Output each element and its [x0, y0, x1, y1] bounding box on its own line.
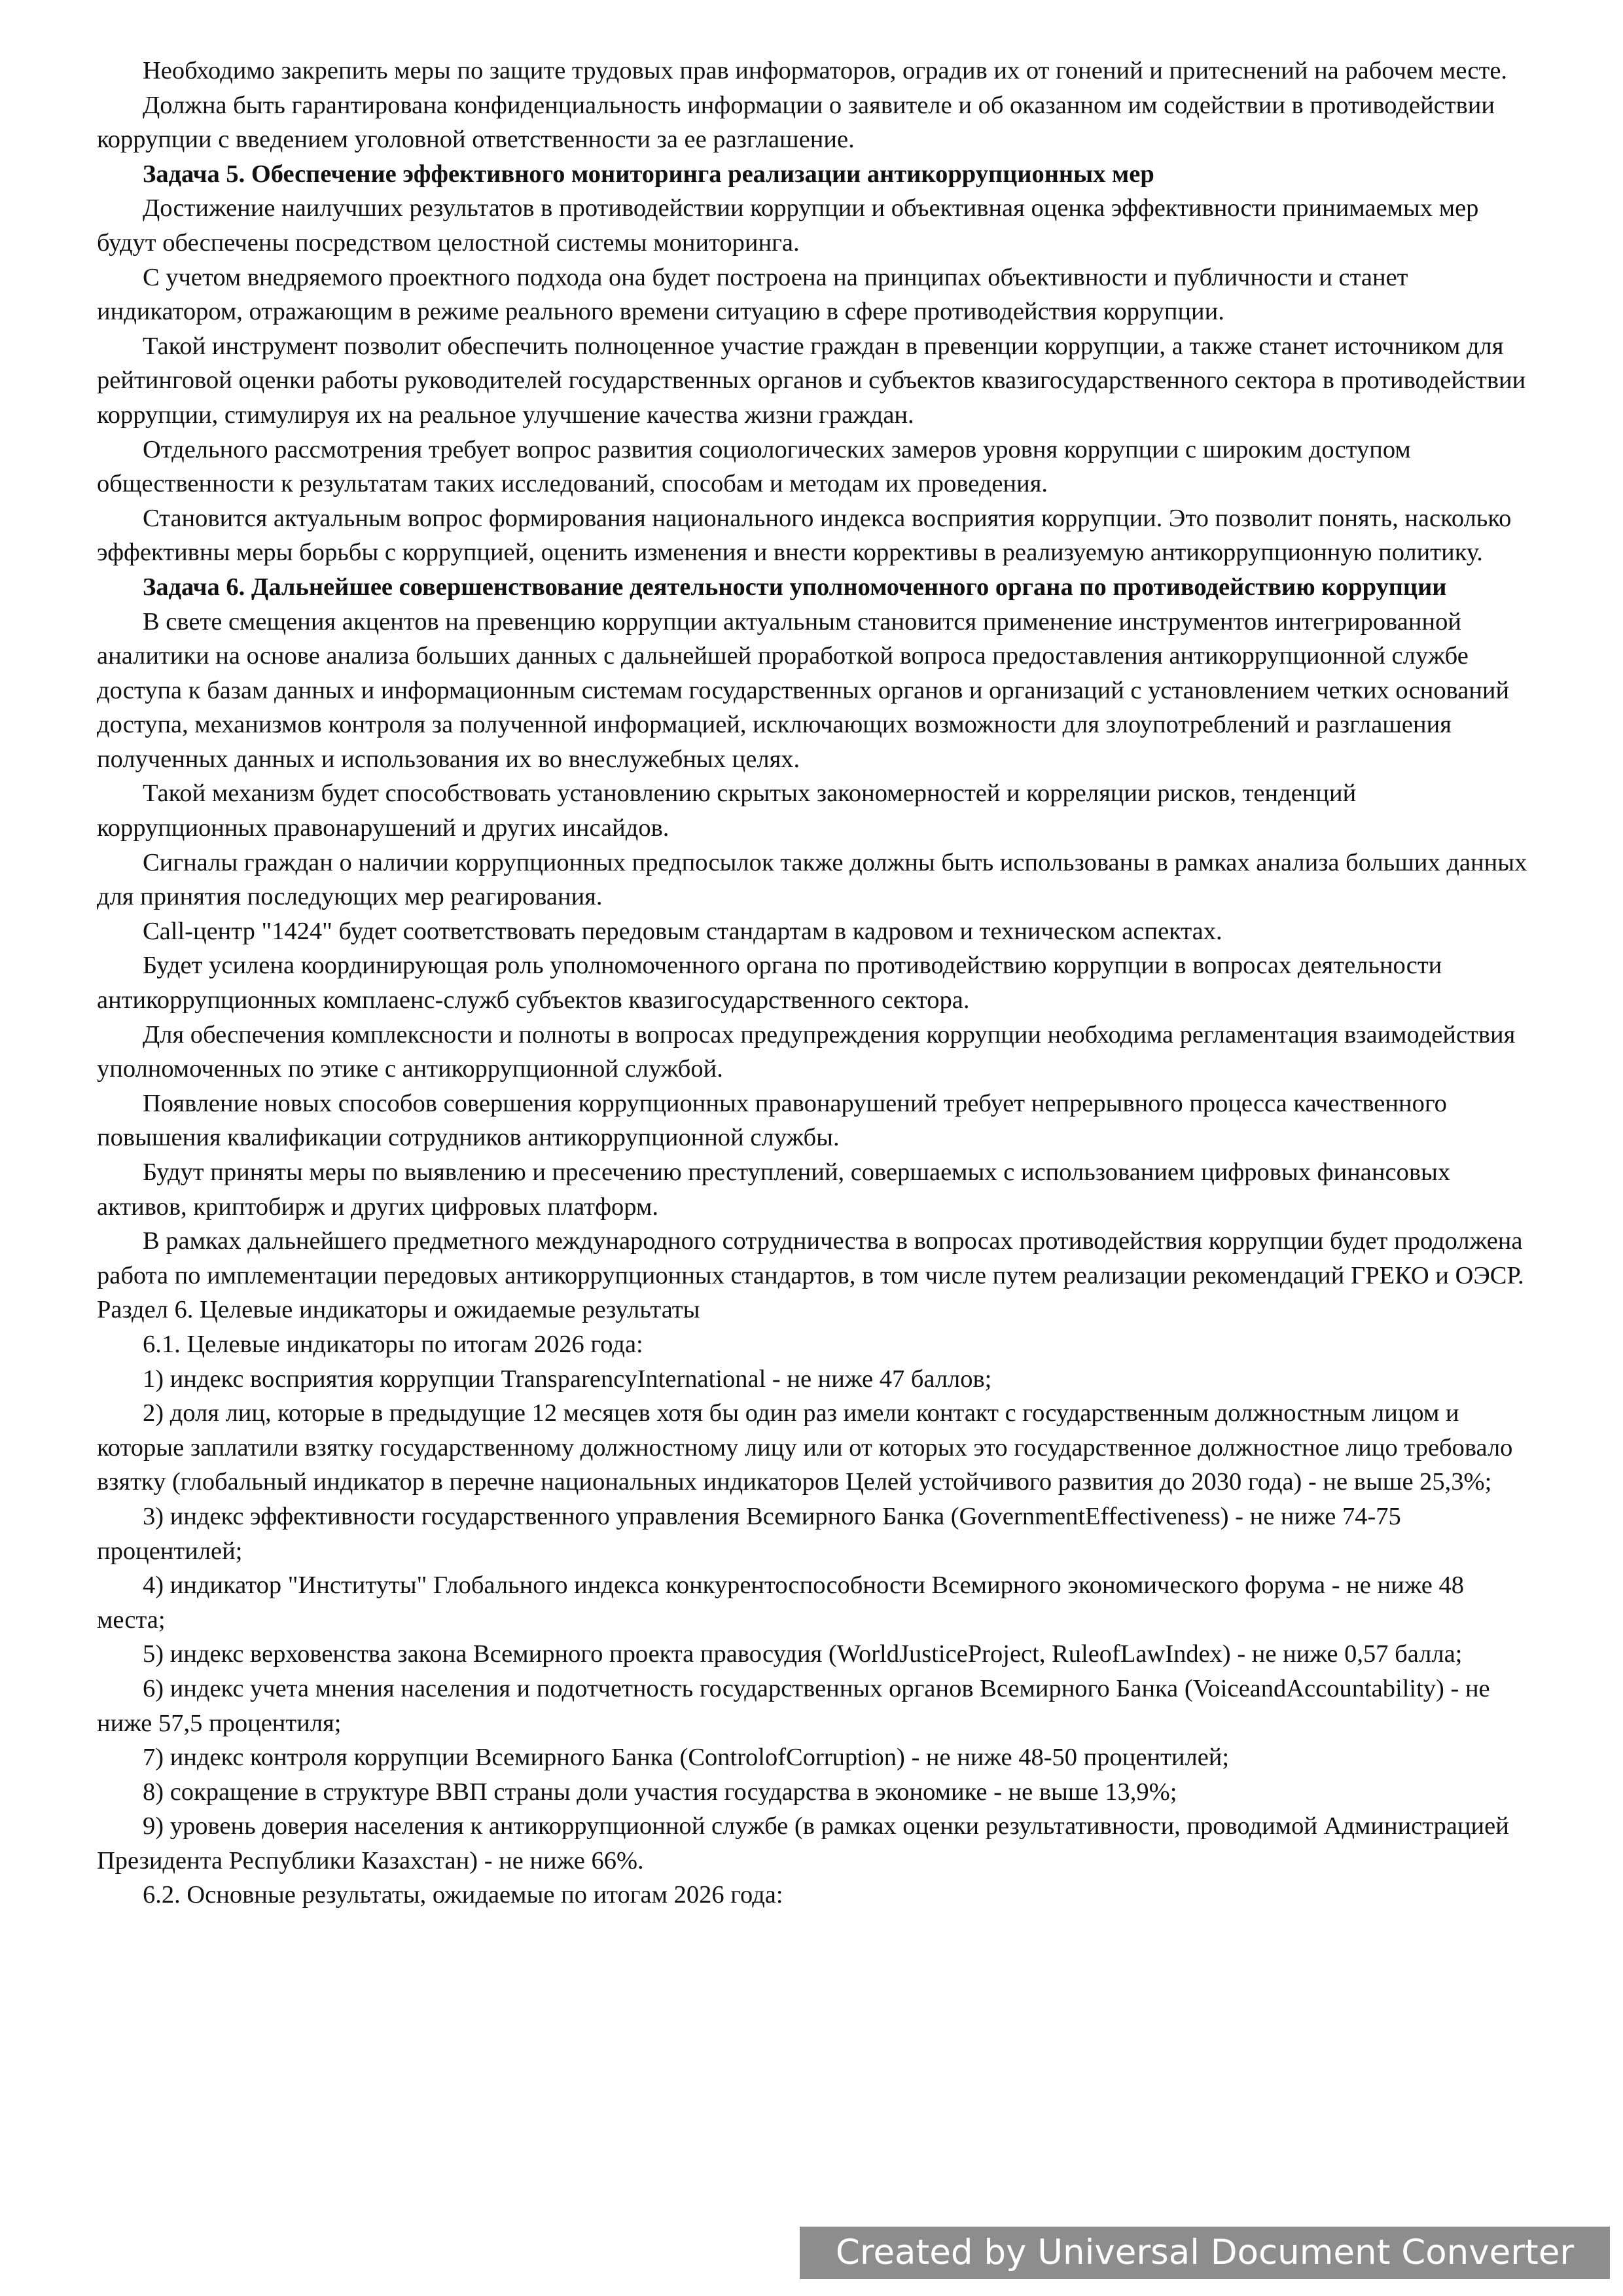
document-body [97, 54, 1530, 1912]
paragraph: В свете смещения акцентов на превенцию коррупции актуальным становится применение инструментов интегрированной аналитики на основе анализа больших данных с дальнейшей проработкой вопроса предоставления антикоррупционной службе доступа к базам данных и информационным системам государственных органов и организаций с установлением четких оснований доступа, механизмов контроля за полученной информацией, исключающих возможности для злоупотреблений и разглашения полученных данных и использования их во внеслужебных целях. [97, 607, 1510, 773]
paragraph: 3) индекс эффективности государственного управления Всемирного Банка (GovernmentEffectiveness) - не ниже 74-75 процентилей; [97, 1502, 1401, 1565]
paragraph: 6.2. Основные результаты, ожидаемые по итогам 2026 года: [143, 1881, 783, 1909]
paragraph: Становится актуальным вопрос формирования национального индекса восприятия коррупции. Это позволит понять, насколько эффективны меры борьбы с коррупцией, оценить изменения и внести коррективы в реализуемую антикоррупционную политику. [97, 504, 1512, 567]
paragraph: Для обеспечения комплексности и полноты в вопросах предупреждения коррупции необходима регламентация взаимодействия уполномоченных по этике с антикоррупционной службой. [97, 1020, 1516, 1083]
section-heading: Задача 6. Дальнейшее совершенствование деятельности уполномоченного органа по противодействию коррупции [143, 573, 1447, 601]
paragraph: Будет усилена координирующая роль уполномоченного органа по противодействию коррупции в вопросах деятельности антикоррупционных комплаенс-служб субъектов квазигосударственного сектора. [97, 952, 1442, 1014]
paragraph: 7) индекс контроля коррупции Всемирного Банка (ControlofCorruption) - не ниже 48-50 процентилей; [143, 1744, 1230, 1772]
paragraph: В рамках дальнейшего предметного международного сотрудничества в вопросах противодействия коррупции будет продолжена работа по имплементации передовых антикоррупционных стандартов, в том числе путем реализации рекомендаций ГРЕКО и ОЭСР. [97, 1227, 1524, 1289]
paragraph: 2) доля лиц, которые в предыдущие 12 месяцев хотя бы один раз имели контакт с государственным должностным лицом и которые заплатили взятку государственному должностному лицу или от которых это государственное должностное лицо требовало взятку (глобальный индикатор в перечне национальных индикаторов Целей устойчивого развития до 2030 года) - не выше 25,3%; [97, 1399, 1513, 1496]
watermark-banner: Created by Universal Document Converter [800, 2227, 1610, 2279]
paragraph: 6.1. Целевые индикаторы по итогам 2026 года: [143, 1330, 643, 1358]
paragraph: 9) уровень доверия населения к антикоррупционной службе (в рамках оценки результативности, проводимой Администрацией Президента Республики Казахстан) - не ниже 66%. [97, 1812, 1509, 1874]
paragraph: 1) индекс восприятия коррупции TransparencyInternational - не ниже 47 баллов; [143, 1365, 992, 1393]
paragraph: 4) индикатор "Институты" Глобального индекса конкурентоспособности Всемирного экономического форума - не ниже 48 места; [97, 1571, 1465, 1634]
paragraph: 6) индекс учета мнения населения и подотчетность государственных органов Всемирного Банка (VoiceandAccountability) - не ниже 57,5 процентиля; [97, 1674, 1490, 1737]
paragraph: Будут приняты меры по выявлению и пресечению преступлений, совершаемых с использованием цифровых финансовых активов, криптобирж и других цифровых платформ. [97, 1158, 1451, 1221]
paragraph: Сигналы граждан о наличии коррупционных предпосылок также должны быть использованы в рамках анализа больших данных для принятия последующих мер реагирования. [97, 848, 1527, 911]
paragraph: Необходимо закрепить меры по защите трудовых прав информаторов, оградив их от гонений и притеснений на рабочем месте. [143, 57, 1508, 84]
paragraph: Должна быть гарантирована конфиденциальность информации о заявителе и об оказанном им содействии в противодействии коррупции с введением уголовной ответственности за ее разглашение. [97, 91, 1495, 154]
paragraph: Появление новых способов совершения коррупционных правонарушений требует непрерывного процесса качественного повышения квалификации сотрудников антикоррупционной службы. [97, 1089, 1447, 1152]
paragraph: Такой механизм будет способствовать установлению скрытых закономерностей и корреляции рисков, тенденций коррупционных правонарушений и других инсайдов. [97, 780, 1357, 842]
paragraph: С учетом внедряемого проектного подхода она будет построена на принципах объективности и публичности и станет индикатором, отражающим в режиме реального времени ситуацию в сфере противодействия коррупции. [97, 263, 1408, 326]
paragraph: 5) индекс верховенства закона Всемирного проекта правосудия (WorldJusticeProject, RuleofLawIndex) - не ниже 0,57 балла; [143, 1640, 1463, 1668]
section-heading: Задача 5. Обеспечение эффективного мониторинга реализации антикоррупционных мер [143, 160, 1154, 188]
paragraph: 8) сокращение в структуре ВВП страны доли участия государства в экономике - не выше 13,9%; [143, 1778, 1177, 1806]
paragraph: Раздел 6. Целевые индикаторы и ожидаемые результаты [97, 1296, 700, 1324]
paragraph: Call-центр "1424" будет соответствовать передовым стандартам в кадровом и техническом аспектах. [143, 917, 1222, 945]
paragraph: Отдельного рассмотрения требует вопрос развития социологических замеров уровня коррупции с широким доступом общественности к результатам таких исследований, способам и методам их проведения. [97, 435, 1411, 498]
paragraph: Такой инструмент позволит обеспечить полноценное участие граждан в превенции коррупции, а также станет источником для рейтинговой оценки работы руководителей государственных органов и субъектов квазигосударственного сектора в противодействии коррупции, стимулируя их на реальное улучшение качества жизни граждан. [97, 332, 1526, 429]
paragraph: Достижение наилучших результатов в противодействии коррупции и объективная оценка эффективности принимаемых мер будут обеспечены посредством целостной системы мониторинга. [97, 194, 1479, 257]
